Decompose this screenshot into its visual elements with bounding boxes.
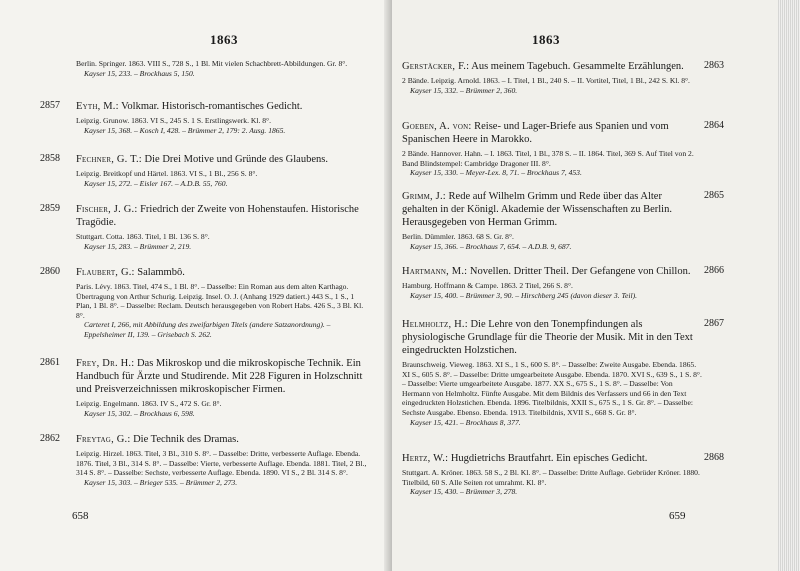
entry-title: Salammbô.	[134, 267, 185, 278]
right-text-block	[402, 0, 777, 571]
entry-title: Volkmar. Historisch-romantisches Gedicht.	[118, 101, 303, 112]
folio-right: 659	[669, 510, 686, 522]
entry-2864	[402, 120, 770, 178]
entry-number: 2868	[704, 452, 724, 463]
entry-refs: Kayser 15, 366. – Brockhaus 7, 654. – A.D.B. 9, 687.	[410, 241, 572, 251]
entry-2865	[402, 190, 770, 251]
entry-2858	[40, 153, 370, 188]
entry-title: Hugdietrichs Brautfahrt. Ein episches Gedicht.	[448, 453, 648, 464]
entry-2859	[40, 203, 370, 251]
entry-body: Stuttgart. A. Kröner. 1863. 58 S., 2 Bl. Kl. 8°. – Dasselbe: Dritte Auflage. Gebrüder Kröner. 1880. Titelbild, 60 S. Alle Seiten rot umrahmt. Kl. 8°.	[402, 468, 700, 487]
entry-number: 2865	[704, 190, 724, 201]
entry-refs: Kayser 15, 303. – Brieger 535. – Brümmer 2, 273.	[84, 477, 238, 487]
entry-2867	[402, 318, 770, 427]
entry-title: Das Mikroskop und die mikroskopische Technik. Ein Handbuch für Ärzte und Studirende. Mit 228 Figuren in Holzschnitt und Preisverzeichnissen mikroskopischer Firmen.	[76, 358, 363, 395]
entry-number: 2862	[40, 433, 60, 444]
left-page	[0, 0, 392, 571]
entry-number: 2860	[40, 266, 60, 277]
folio-left: 658	[72, 510, 89, 522]
entry-author: Freytag, G.:	[76, 434, 131, 445]
entry-author: Grimm, J.:	[402, 191, 446, 202]
entry-body: Braunschweig. Vieweg. 1863. XI S., 1 S., 600 S. 8°. – Dasselbe: Zweite Ausgabe. Ebenda. 1865. XI S., 605 S. 8°. – Dasselbe: Dritte umgearbeitete Ausgabe. Ebenda. 1870. XVI S., 639 S., 1 S. 8°. – Dasselbe: Vierte umgearbeitete Ausgabe. 1877. XX S., 675 S., 1 S. 8°. – Dasselbe: Von Hermann von Helmholtz. Fünfte Ausgabe. Mit dem Bildnis des Verfassers und 66 in den Text eingedruckten Holzstichen. Ebenda. 1896. Titelbildnis, XXII S., 675 S., 1 S. Gr. 8°. – Dasselbe: Sechste Ausgabe. Ebenso. Ebenda. 1913. Titelbildnis, XVII S., 668 S. Gr. 8°.	[402, 360, 702, 417]
entry-author: Goeben, A. von:	[402, 121, 472, 132]
entry-number: 2858	[40, 153, 60, 164]
entry-refs: Kayser 15, 233. – Brockhaus 5, 150.	[84, 68, 195, 78]
continuation-entry	[40, 56, 370, 78]
entry-refs: Carteret I, 266, mit Abbildung des zweifarbigen Titels (andere Satzanordnung). – Eppelsheimer II, 139. – Grisebach S. 262.	[84, 320, 331, 339]
entry-title: Die Technik des Dramas.	[130, 434, 239, 445]
entry-refs: Kayser 15, 272. – Eisler 167. – A.D.B. 55, 760.	[84, 178, 228, 188]
entry-body: Leipzig. Engelmann. 1863. IV S., 472 S. Gr. 8°.	[76, 399, 222, 408]
entry-body: Berlin. Dümmler. 1863. 68 S. Gr. 8°.	[402, 232, 514, 241]
entry-author: Eyth, M.:	[76, 101, 119, 112]
entry-body: Berlin. Springer. 1863. VIII S., 728 S., 1 Bl. Mit vielen Schachbrett-Abbildungen. Gr. 8°.	[76, 59, 348, 68]
entry-2868	[402, 452, 770, 497]
entry-2863	[402, 60, 770, 95]
entry-refs: Kayser 15, 330. – Meyer-Lex. 8, 71. – Brockhaus 7, 453.	[410, 168, 582, 178]
entry-body: Leipzig. Grunow. 1863. VI S., 245 S. 1 S. Erstlingswerk. Kl. 8°.	[76, 116, 271, 125]
entry-title: Friedrich der Zweite von Hohenstaufen. Historische Tragödie.	[76, 204, 359, 228]
entry-title: Reise- und Lager-Briefe aus Spanien und vom Spanischen Heere in Marokko.	[402, 121, 669, 145]
entry-body: Leipzig. Hirzel. 1863. Titel, 3 Bl., 310 S. 8°. – Dasselbe: Dritte, verbesserte Auflage. Ebenda. 1876. Titel, 3 Bl., 314 S. 8°. – Dasselbe: Vierte, verbesserte Auflage. Ebenda. 1881. Titel, 2 Bl., 314 S. 8°. – Dasselbe: Sechste, verbesserte Auflage. Ebenda. 1890. VI S., 2 Bl. 314 S. 8°.	[76, 449, 367, 478]
entry-refs: Kayser 15, 430. – Brümmer 3, 278.	[410, 487, 518, 497]
entry-author: Fischer, J. G.:	[76, 204, 138, 215]
entry-number: 2859	[40, 203, 60, 214]
right-page	[392, 0, 800, 571]
entry-author: Hertz, W.:	[402, 453, 449, 464]
entry-title: Aus meinem Tagebuch. Gesammelte Erzählungen.	[469, 61, 684, 72]
entry-body: Paris. Lévy. 1863. Titel, 474 S., 1 Bl. 8°. – Dasselbe: Ein Roman aus dem alten Karthago. Übertragung von Arthur Schurig. Leipzig. Insel. O. J. (Anhang 1929 datiert.) 443 S., 1 S., 1 Plan, 1 Bl. 8°. – Dasselbe: Reclam. Deutsch herausgegeben von Robert Habs. 426 S., 3 Bl. Kl. 8°.	[76, 282, 364, 320]
entry-refs: Kayser 15, 283. – Brümmer 2, 219.	[84, 241, 192, 251]
entry-author: Hartmann, M.:	[402, 266, 468, 277]
entry-body: 2 Bände. Leipzig. Arnold. 1863. – I. Titel, 1 Bl., 240 S. – II. Vortitel, Titel, 1 Bl., 242 S. Kl. 8°.	[402, 76, 690, 85]
entry-refs: Kayser 15, 332. – Brümmer 2, 360.	[410, 85, 518, 95]
page-edge-shadow	[778, 0, 800, 571]
entry-2861	[40, 357, 370, 418]
entry-number: 2867	[704, 318, 724, 329]
entry-body: Stuttgart. Cotta. 1863. Titel, 1 Bl. 136 S. 8°.	[76, 232, 210, 241]
entry-2857	[40, 100, 370, 135]
entry-author: Helmholtz, H.:	[402, 319, 468, 330]
entry-title: Novellen. Dritter Theil. Der Gefangene von Chillon.	[467, 266, 691, 277]
entry-title: Die Lehre von den Tonempfindungen als physiologische Grundlage für die Theorie der Musik. Mit in den Text eingedruckten Holzstichen.	[402, 319, 693, 356]
entry-number: 2863	[704, 60, 724, 71]
entry-2860	[40, 266, 370, 340]
entry-number: 2857	[40, 100, 60, 111]
entry-body: 2 Bände. Hannover. Hahn. – I. 1863. Titel, 1 Bl., 378 S. – II. 1864. Titel, 369 S. Auf Titel von 2. Band Blindstempel: Cambridge Dragoner III. 8°.	[402, 149, 694, 168]
book-gutter	[384, 0, 392, 571]
entry-refs: Kayser 15, 400. – Brümmer 3, 90. – Hirschberg 245 (davon dieser 3. Teil).	[410, 290, 638, 300]
entry-refs: Kayser 15, 368. – Kosch I, 428. – Brümmer 2, 179: 2. Ausg. 1865.	[84, 125, 286, 135]
entry-number: 2861	[40, 357, 60, 368]
entry-refs: Kayser 15, 421. – Brockhaus 8, 377.	[410, 417, 521, 427]
running-head-left: 1863	[210, 32, 238, 47]
entry-2866	[402, 265, 770, 300]
entry-author: Fechner, G. T.:	[76, 154, 142, 165]
entry-body: Leipzig. Breitkopf und Härtel. 1863. VI S., 1 Bl., 256 S. 8°.	[76, 169, 258, 178]
entry-author: Frey, Dr. H.:	[76, 358, 135, 369]
entry-number: 2864	[704, 120, 724, 131]
running-head-right: 1863	[532, 32, 560, 47]
entry-title: Rede auf Wilhelm Grimm und Rede über das Alter gehalten in der Königl. Akademie der Wissenschaften zu Berlin. Herausgegeben von Herman Grimm.	[402, 191, 672, 228]
entry-author: Gerstäcker, F.:	[402, 61, 470, 72]
entry-number: 2866	[704, 265, 724, 276]
entry-body: Hamburg. Hoffmann & Campe. 1863. 2 Titel, 266 S. 8°.	[402, 281, 573, 290]
entry-title: Die Drei Motive und Gründe des Glaubens.	[141, 154, 328, 165]
entry-2862	[40, 433, 370, 487]
entry-author: Flaubert, G.:	[76, 267, 135, 278]
entry-refs: Kayser 15, 302. – Brockhaus 6, 598.	[84, 408, 195, 418]
